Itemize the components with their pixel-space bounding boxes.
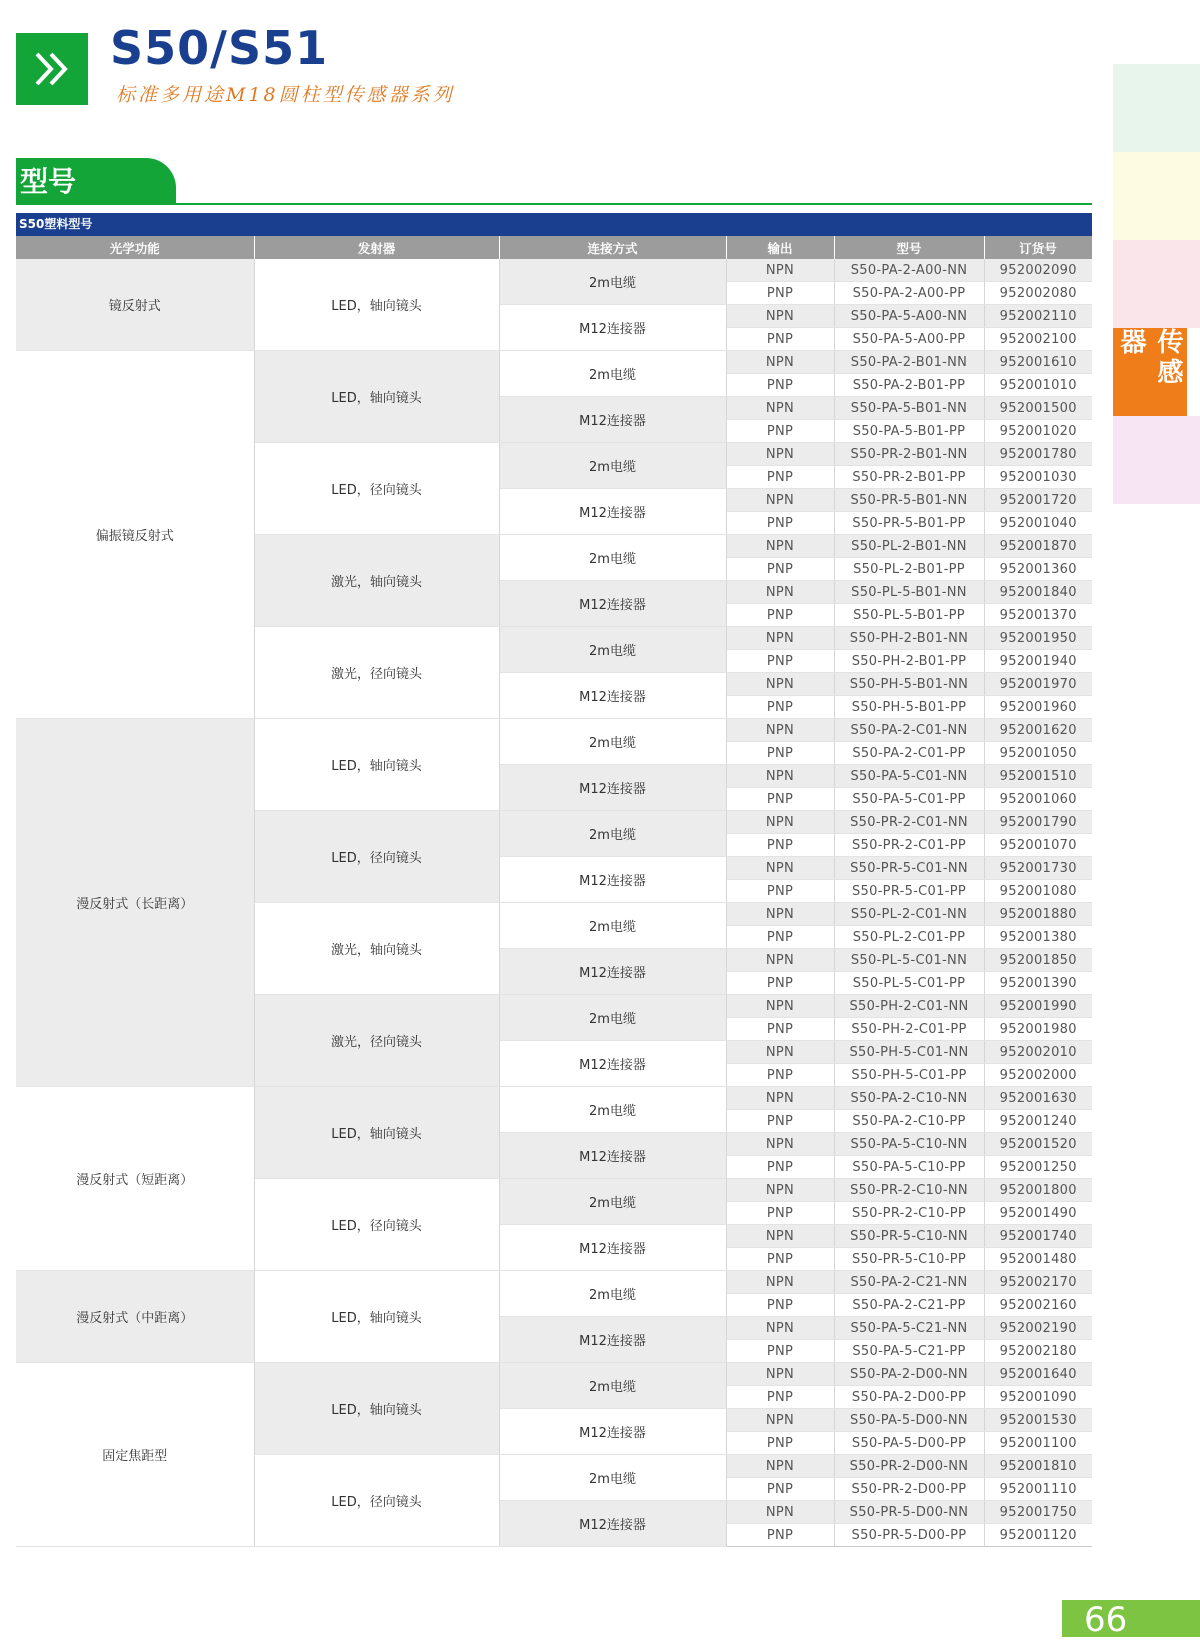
cell-output: NPN <box>726 489 834 512</box>
cell-model: S50-PA-2-C01-PP <box>834 742 984 765</box>
section-title: 型号 <box>16 158 176 204</box>
cell-connection: 2m电缆 <box>499 1179 726 1225</box>
cell-order-number: 952001990 <box>984 995 1092 1018</box>
cell-emitter: LED，轴向镜头 <box>254 259 499 351</box>
cell-optical-function: 漫反射式（短距离） <box>16 1087 254 1271</box>
cell-connection: M12连接器 <box>499 1501 726 1547</box>
cell-model: S50-PR-5-C01-PP <box>834 880 984 903</box>
cell-connection: 2m电缆 <box>499 627 726 673</box>
cell-order-number: 952001010 <box>984 374 1092 397</box>
table-row <box>16 259 1092 282</box>
cell-model: S50-PA-5-B01-PP <box>834 420 984 443</box>
cell-model: S50-PH-5-B01-NN <box>834 673 984 696</box>
cell-order-number: 952001510 <box>984 765 1092 788</box>
cell-model: S50-PA-2-D00-NN <box>834 1363 984 1386</box>
cell-output: NPN <box>726 1409 834 1432</box>
cell-emitter: 激光，径向镜头 <box>254 995 499 1087</box>
cell-connection: M12连接器 <box>499 1225 726 1271</box>
cell-output: PNP <box>726 1524 834 1547</box>
cell-model: S50-PH-2-C01-NN <box>834 995 984 1018</box>
cell-model: S50-PH-5-C01-NN <box>834 1041 984 1064</box>
cell-order-number: 952001610 <box>984 351 1092 374</box>
cell-order-number: 952001030 <box>984 466 1092 489</box>
table-row <box>16 351 1092 374</box>
cell-output: NPN <box>726 1087 834 1110</box>
cell-connection: M12连接器 <box>499 1409 726 1455</box>
cell-model: S50-PA-2-C21-PP <box>834 1294 984 1317</box>
cell-order-number: 952001800 <box>984 1179 1092 1202</box>
cell-order-number: 952001380 <box>984 926 1092 949</box>
cell-output: PNP <box>726 1064 834 1087</box>
table-row <box>16 1271 1092 1294</box>
cell-optical-function: 偏振镜反射式 <box>16 351 254 719</box>
cell-order-number: 952001740 <box>984 1225 1092 1248</box>
cell-connection: 2m电缆 <box>499 903 726 949</box>
col-header-order-number: 订货号 <box>984 236 1092 259</box>
cell-model: S50-PA-5-C01-PP <box>834 788 984 811</box>
cell-order-number: 952001620 <box>984 719 1092 742</box>
cell-emitter: LED，轴向镜头 <box>254 1271 499 1363</box>
cell-order-number: 952002080 <box>984 282 1092 305</box>
cell-output: NPN <box>726 1225 834 1248</box>
cell-emitter: LED，轴向镜头 <box>254 719 499 811</box>
col-header-output: 输出 <box>726 236 834 259</box>
cell-output: NPN <box>726 1179 834 1202</box>
cell-order-number: 952001730 <box>984 857 1092 880</box>
double-chevron-right-icon <box>29 46 75 92</box>
cell-output: PNP <box>726 328 834 351</box>
page-number: 66 <box>1062 1600 1200 1637</box>
cell-order-number: 952001100 <box>984 1432 1092 1455</box>
cell-model: S50-PL-5-B01-PP <box>834 604 984 627</box>
cell-model: S50-PA-5-D00-NN <box>834 1409 984 1432</box>
cell-order-number: 952002110 <box>984 305 1092 328</box>
cell-output: PNP <box>726 374 834 397</box>
side-tab-5[interactable] <box>1113 416 1200 504</box>
cell-output: NPN <box>726 1041 834 1064</box>
cell-order-number: 952001240 <box>984 1110 1092 1133</box>
cell-order-number: 952001490 <box>984 1202 1092 1225</box>
side-tab-active[interactable]: 传感器 <box>1113 328 1187 416</box>
cell-order-number: 952001780 <box>984 443 1092 466</box>
cell-output: NPN <box>726 765 834 788</box>
cell-output: PNP <box>726 1478 834 1501</box>
cell-output: PNP <box>726 466 834 489</box>
cell-order-number: 952001960 <box>984 696 1092 719</box>
cell-output: PNP <box>726 282 834 305</box>
cell-emitter: LED，轴向镜头 <box>254 1363 499 1455</box>
cell-model: S50-PL-2-B01-PP <box>834 558 984 581</box>
cell-connection: M12连接器 <box>499 1133 726 1179</box>
cell-order-number: 952001720 <box>984 489 1092 512</box>
col-header-connection: 连接方式 <box>499 236 726 259</box>
cell-order-number: 952001040 <box>984 512 1092 535</box>
cell-output: PNP <box>726 880 834 903</box>
cell-model: S50-PA-2-A00-PP <box>834 282 984 305</box>
cell-order-number: 952001370 <box>984 604 1092 627</box>
cell-order-number: 952001500 <box>984 397 1092 420</box>
cell-connection: M12连接器 <box>499 489 726 535</box>
cell-output: PNP <box>726 650 834 673</box>
cell-connection: M12连接器 <box>499 857 726 903</box>
cell-emitter: LED，径向镜头 <box>254 1179 499 1271</box>
cell-order-number: 952001980 <box>984 1018 1092 1041</box>
cell-model: S50-PL-5-B01-NN <box>834 581 984 604</box>
cell-output: PNP <box>726 1248 834 1271</box>
cell-model: S50-PA-5-C21-NN <box>834 1317 984 1340</box>
cell-output: NPN <box>726 627 834 650</box>
brand-logo <box>16 33 88 105</box>
cell-model: S50-PL-5-C01-NN <box>834 949 984 972</box>
cell-model: S50-PR-5-B01-NN <box>834 489 984 512</box>
cell-order-number: 952001080 <box>984 880 1092 903</box>
cell-order-number: 952001870 <box>984 535 1092 558</box>
cell-order-number: 952001050 <box>984 742 1092 765</box>
cell-output: NPN <box>726 259 834 282</box>
cell-output: PNP <box>726 1386 834 1409</box>
table-row <box>16 1087 1092 1110</box>
cell-model: S50-PR-2-D00-NN <box>834 1455 984 1478</box>
table-body <box>16 259 1092 1547</box>
cell-output: PNP <box>726 420 834 443</box>
cell-order-number: 952002160 <box>984 1294 1092 1317</box>
cell-model: S50-PR-2-C01-NN <box>834 811 984 834</box>
cell-model: S50-PR-2-B01-PP <box>834 466 984 489</box>
cell-connection: M12连接器 <box>499 305 726 351</box>
cell-order-number: 952001940 <box>984 650 1092 673</box>
cell-order-number: 952001120 <box>984 1524 1092 1547</box>
cell-connection: 2m电缆 <box>499 443 726 489</box>
cell-emitter: LED，轴向镜头 <box>254 351 499 443</box>
cell-output: PNP <box>726 972 834 995</box>
cell-emitter: LED，轴向镜头 <box>254 1087 499 1179</box>
cell-output: PNP <box>726 742 834 765</box>
cell-order-number: 952001020 <box>984 420 1092 443</box>
cell-connection: M12连接器 <box>499 1041 726 1087</box>
col-header-function: 光学功能 <box>16 236 254 259</box>
cell-model: S50-PR-5-C01-NN <box>834 857 984 880</box>
cell-order-number: 952001520 <box>984 1133 1092 1156</box>
cell-output: NPN <box>726 1363 834 1386</box>
cell-model: S50-PA-5-D00-PP <box>834 1432 984 1455</box>
cell-order-number: 952001790 <box>984 811 1092 834</box>
cell-output: NPN <box>726 719 834 742</box>
cell-output: NPN <box>726 397 834 420</box>
cell-output: PNP <box>726 696 834 719</box>
cell-order-number: 952001090 <box>984 1386 1092 1409</box>
cell-order-number: 952001750 <box>984 1501 1092 1524</box>
cell-order-number: 952001970 <box>984 673 1092 696</box>
cell-order-number: 952001070 <box>984 834 1092 857</box>
cell-output: PNP <box>726 1432 834 1455</box>
cell-connection: 2m电缆 <box>499 811 726 857</box>
cell-order-number: 952001360 <box>984 558 1092 581</box>
cell-model: S50-PR-5-D00-NN <box>834 1501 984 1524</box>
model-table <box>16 213 1092 1547</box>
cell-order-number: 952001880 <box>984 903 1092 926</box>
cell-output: NPN <box>726 1317 834 1340</box>
cell-emitter: LED，径向镜头 <box>254 1455 499 1547</box>
cell-connection: 2m电缆 <box>499 1363 726 1409</box>
page-title: S50/S51 <box>110 21 329 75</box>
cell-output: NPN <box>726 903 834 926</box>
cell-model: S50-PH-2-B01-NN <box>834 627 984 650</box>
cell-optical-function: 漫反射式（中距离） <box>16 1271 254 1363</box>
cell-output: NPN <box>726 1271 834 1294</box>
col-header-emitter: 发射器 <box>254 236 499 259</box>
cell-output: NPN <box>726 1501 834 1524</box>
page-subtitle: 标准多用途M18圆柱型传感器系列 <box>116 84 455 106</box>
side-tab-1[interactable] <box>1113 64 1200 152</box>
cell-order-number: 952001840 <box>984 581 1092 604</box>
cell-model: S50-PR-5-B01-PP <box>834 512 984 535</box>
cell-model: S50-PL-2-C01-NN <box>834 903 984 926</box>
cell-model: S50-PA-5-A00-NN <box>834 305 984 328</box>
cell-output: PNP <box>726 1294 834 1317</box>
cell-optical-function: 漫反射式（长距离） <box>16 719 254 1087</box>
cell-connection: M12连接器 <box>499 949 726 995</box>
cell-order-number: 952001250 <box>984 1156 1092 1179</box>
cell-model: S50-PR-2-C01-PP <box>834 834 984 857</box>
cell-model: S50-PA-5-B01-NN <box>834 397 984 420</box>
cell-order-number: 952001480 <box>984 1248 1092 1271</box>
model-table-grid <box>16 236 1093 1547</box>
cell-output: NPN <box>726 949 834 972</box>
cell-order-number: 952001390 <box>984 972 1092 995</box>
cell-model: S50-PA-2-C10-NN <box>834 1087 984 1110</box>
side-tab-2[interactable] <box>1113 152 1200 240</box>
cell-output: NPN <box>726 305 834 328</box>
cell-model: S50-PR-5-C10-NN <box>834 1225 984 1248</box>
cell-output: NPN <box>726 995 834 1018</box>
cell-model: S50-PL-2-B01-NN <box>834 535 984 558</box>
cell-output: PNP <box>726 926 834 949</box>
cell-model: S50-PA-2-C21-NN <box>834 1271 984 1294</box>
cell-model: S50-PL-5-C01-PP <box>834 972 984 995</box>
cell-model: S50-PA-2-B01-NN <box>834 351 984 374</box>
cell-model: S50-PR-2-C10-PP <box>834 1202 984 1225</box>
cell-model: S50-PA-5-C10-PP <box>834 1156 984 1179</box>
cell-connection: 2m电缆 <box>499 719 726 765</box>
cell-output: PNP <box>726 558 834 581</box>
cell-output: PNP <box>726 604 834 627</box>
cell-order-number: 952001640 <box>984 1363 1092 1386</box>
cell-order-number: 952002190 <box>984 1317 1092 1340</box>
cell-emitter: 激光，轴向镜头 <box>254 903 499 995</box>
cell-connection: 2m电缆 <box>499 1087 726 1133</box>
cell-connection: 2m电缆 <box>499 351 726 397</box>
cell-order-number: 952002090 <box>984 259 1092 282</box>
cell-optical-function: 固定焦距型 <box>16 1363 254 1547</box>
cell-model: S50-PH-2-B01-PP <box>834 650 984 673</box>
cell-model: S50-PL-2-C01-PP <box>834 926 984 949</box>
cell-order-number: 952002180 <box>984 1340 1092 1363</box>
cell-order-number: 952001060 <box>984 788 1092 811</box>
cell-model: S50-PH-5-B01-PP <box>834 696 984 719</box>
cell-output: PNP <box>726 1156 834 1179</box>
cell-output: NPN <box>726 673 834 696</box>
section-divider <box>16 203 1092 205</box>
cell-model: S50-PA-5-A00-PP <box>834 328 984 351</box>
table-caption: S50塑料型号 <box>16 213 1092 236</box>
cell-connection: 2m电缆 <box>499 995 726 1041</box>
cell-emitter: 激光，径向镜头 <box>254 627 499 719</box>
cell-order-number: 952001950 <box>984 627 1092 650</box>
cell-order-number: 952002000 <box>984 1064 1092 1087</box>
cell-output: PNP <box>726 1202 834 1225</box>
cell-connection: M12连接器 <box>499 397 726 443</box>
cell-model: S50-PR-2-D00-PP <box>834 1478 984 1501</box>
cell-model: S50-PR-5-D00-PP <box>834 1524 984 1547</box>
cell-order-number: 952001850 <box>984 949 1092 972</box>
cell-output: NPN <box>726 535 834 558</box>
table-header-row <box>16 236 1092 259</box>
cell-connection: M12连接器 <box>499 581 726 627</box>
col-header-model: 型号 <box>834 236 984 259</box>
cell-output: NPN <box>726 1133 834 1156</box>
cell-output: NPN <box>726 811 834 834</box>
cell-model: S50-PA-2-A00-NN <box>834 259 984 282</box>
side-tab-3[interactable] <box>1113 240 1200 328</box>
cell-output: NPN <box>726 351 834 374</box>
cell-output: PNP <box>726 834 834 857</box>
cell-order-number: 952001630 <box>984 1087 1092 1110</box>
cell-connection: M12连接器 <box>499 765 726 811</box>
cell-model: S50-PA-2-B01-PP <box>834 374 984 397</box>
cell-order-number: 952002170 <box>984 1271 1092 1294</box>
cell-connection: M12连接器 <box>499 673 726 719</box>
cell-order-number: 952001530 <box>984 1409 1092 1432</box>
cell-model: S50-PA-5-C21-PP <box>834 1340 984 1363</box>
cell-model: S50-PA-2-C01-NN <box>834 719 984 742</box>
cell-connection: 2m电缆 <box>499 1455 726 1501</box>
cell-model: S50-PR-2-C10-NN <box>834 1179 984 1202</box>
cell-optical-function: 镜反射式 <box>16 259 254 351</box>
cell-output: PNP <box>726 1018 834 1041</box>
cell-model: S50-PR-5-C10-PP <box>834 1248 984 1271</box>
cell-output: PNP <box>726 788 834 811</box>
table-row <box>16 719 1092 742</box>
cell-model: S50-PH-5-C01-PP <box>834 1064 984 1087</box>
cell-order-number: 952001810 <box>984 1455 1092 1478</box>
cell-order-number: 952001110 <box>984 1478 1092 1501</box>
cell-model: S50-PH-2-C01-PP <box>834 1018 984 1041</box>
cell-connection: 2m电缆 <box>499 535 726 581</box>
side-nav <box>1113 64 1200 504</box>
cell-connection: 2m电缆 <box>499 259 726 305</box>
cell-model: S50-PA-2-D00-PP <box>834 1386 984 1409</box>
cell-order-number: 952002010 <box>984 1041 1092 1064</box>
cell-output: NPN <box>726 443 834 466</box>
cell-output: NPN <box>726 581 834 604</box>
cell-emitter: LED，径向镜头 <box>254 811 499 903</box>
cell-output: PNP <box>726 512 834 535</box>
cell-output: PNP <box>726 1340 834 1363</box>
cell-model: S50-PA-2-C10-PP <box>834 1110 984 1133</box>
cell-connection: M12连接器 <box>499 1317 726 1363</box>
cell-emitter: 激光，轴向镜头 <box>254 535 499 627</box>
table-row <box>16 1363 1092 1386</box>
cell-output: PNP <box>726 1110 834 1133</box>
cell-output: NPN <box>726 1455 834 1478</box>
cell-connection: 2m电缆 <box>499 1271 726 1317</box>
cell-model: S50-PA-5-C01-NN <box>834 765 984 788</box>
cell-model: S50-PA-5-C10-NN <box>834 1133 984 1156</box>
cell-model: S50-PR-2-B01-NN <box>834 443 984 466</box>
cell-emitter: LED，径向镜头 <box>254 443 499 535</box>
cell-order-number: 952002100 <box>984 328 1092 351</box>
cell-output: NPN <box>726 857 834 880</box>
